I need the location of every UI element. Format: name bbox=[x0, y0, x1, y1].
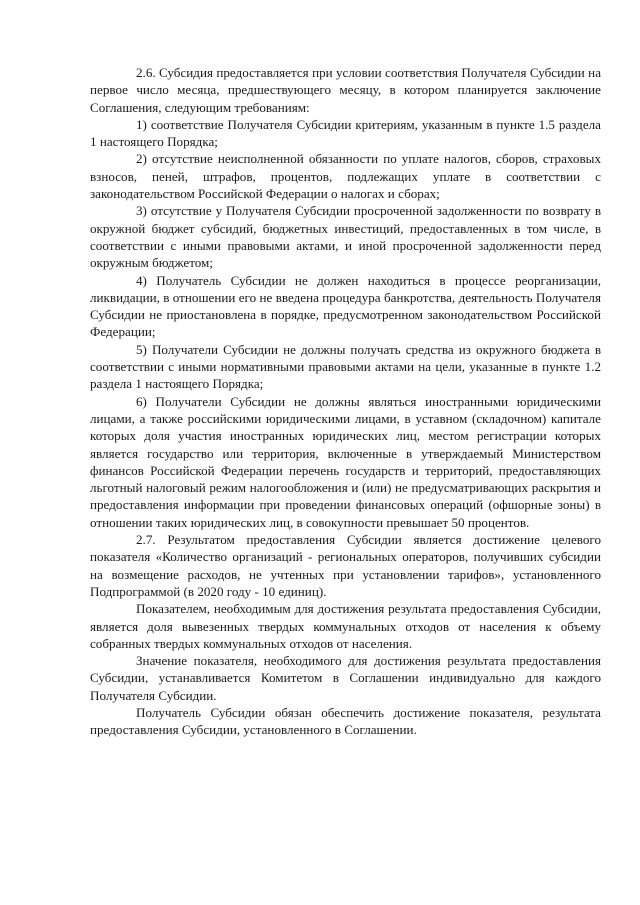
requirement-3: 3) отсутствие у Получателя Субсидии просроченной задолженности по возврату в окружной бюджет субсидий, бюджетных инвестиций, предоставленных в том числе, в соответствии с иными правовыми актами, и иной просроченной задолженности перед окружным бюджетом; bbox=[90, 203, 601, 271]
paragraph-2-6: 2.6. Субсидия предоставляется при условии соответствия Получателя Субсидии на первое число месяца, предшествующего месяцу, в котором планируется заключение Соглашения, следующим требованиям: bbox=[90, 65, 601, 115]
document-body bbox=[90, 64, 601, 739]
indicator-value-paragraph: Значение показателя, необходимого для достижения результата предоставления Субсидии, устанавливается Комитетом в Соглашении индивидуально для каждого Получателя Субсидии. bbox=[90, 653, 601, 703]
obligation-paragraph: Получатель Субсидии обязан обеспечить достижение показателя, результата предоставления Субсидии, установленного в Соглашении. bbox=[90, 704, 601, 738]
requirement-5: 5) Получатели Субсидии не должны получать средства из окружного бюджета в соответствии с иными нормативными правовыми актами на цели, указанные в пункте 1.2 раздела 1 настоящего Порядка; bbox=[90, 341, 601, 392]
requirement-6: 6) Получатели Субсидии не должны являться иностранными юридическими лицами, а также российскими юридическими лицами, в уставном (складочном) капитале которых доля участия иностранных юридических лиц, местом регистрации которых является государство или территория, включенные в утверждаемый Министерством финансов Российской Федерации перечень государств и территорий, предоставляющих льготный налоговый режим налогообложения и (или) не предусматривающих раскрытия и предоставления информации при проведении финансовых операций (офшорные зоны) в отношении таких юридических лиц, в совокупности превышает 50 процентов. bbox=[90, 393, 601, 530]
requirement-2: 2) отсутствие неисполненной обязанности по уплате налогов, сборов, страховых взносов, пеней, штрафов, процентов, подлежащих уплате в соответствии с законодательством Российской Федерации о налогах и сборах; bbox=[90, 151, 601, 202]
requirement-4: 4) Получатель Субсидии не должен находиться в процессе реорганизации, ликвидации, в отношении его не введена процедура банкротства, деятельность Получателя Субсидии не приостановлена в порядке, предусмотренном законодательством Российской Федерации; bbox=[90, 272, 601, 340]
paragraph-2-7: 2.7. Результатом предоставления Субсидии является достижение целевого показателя «Количество организаций - региональных операторов, получивших субсидии на возмещение расходов, не учтенных при установлении тарифов», установленного Подпрограммой (в 2020 году - 10 единиц). bbox=[90, 532, 601, 599]
requirement-1: 1) соответствие Получателя Субсидии критериям, указанным в пункте 1.5 раздела 1 настоящего Порядка; bbox=[90, 116, 601, 150]
indicator-paragraph: Показателем, необходимым для достижения результата предоставления Субсидии, является доля вывезенных твердых коммунальных отходов от населения к объему собранных твердых коммунальных отходов от населения. bbox=[90, 601, 601, 651]
